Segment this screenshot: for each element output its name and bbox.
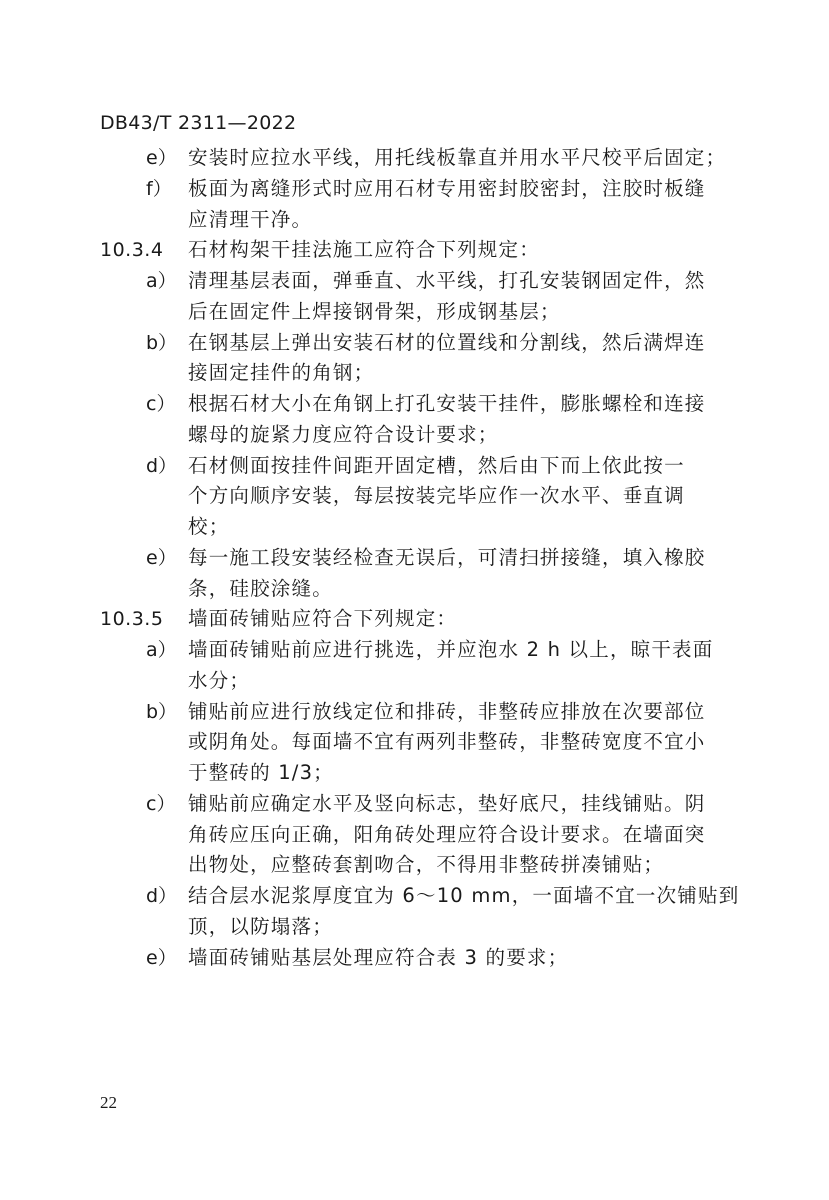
text-line: 墙面砖铺贴前应进行挑选，并应泡水 2 h 以上，晾干表面 — [188, 638, 714, 661]
text-line: 于整砖的 1/3； — [188, 761, 334, 784]
text-line: 墙面砖铺贴基层处理应符合表 3 的要求； — [188, 945, 569, 969]
text-line: 后在固定件上焊接钢骨架，形成钢基层； — [188, 299, 561, 323]
item-label: d） — [146, 885, 178, 907]
clause-number: 10.3.4 — [100, 239, 164, 262]
text-line: 顶，以防塌落； — [188, 914, 333, 938]
item-label: e） — [146, 946, 177, 969]
text-line: 铺贴前应进行放线定位和排砖，非整砖应排放在次要部位 — [188, 699, 706, 723]
text-line: 出物处，应整砖套割吻合，不得用非整砖拼凑铺贴； — [188, 853, 665, 877]
item-label: a） — [146, 639, 177, 661]
text-line: 墙面砖铺贴应符合下列规定： — [188, 607, 458, 631]
item-label: f） — [146, 177, 172, 200]
text-line: 或阴角处。每面墙不宜有两列非整砖，非整砖宽度不宜小 — [188, 730, 706, 754]
text-line: 板面为离缝形式时应用石材专用密封胶密封，注胶时板缝 — [188, 176, 706, 200]
text-line: 铺贴前应确定水平及竖向标志，垫好底尺，挂线铺贴。阴 — [188, 791, 706, 815]
item-label: b） — [146, 700, 178, 723]
text-line: 每一施工段安装经检查无误后，可清扫拼接缝，填入橡胶 — [188, 545, 706, 569]
text-line: 石材侧面按挂件间距开固定槽，然后由下而上依此按一 — [188, 453, 685, 477]
item-label: c） — [146, 792, 176, 815]
text-line: 结合层水泥浆厚度宜为 6～10 mm，一面墙不宜一次铺贴到 — [188, 884, 740, 907]
item-label: b） — [146, 331, 178, 354]
text-line: 根据石材大小在角钢上打孔安装干挂件，膨胀螺栓和连接 — [188, 392, 706, 415]
page-number: 22 — [100, 1093, 117, 1112]
text-line: 角砖应压向正确，阳角砖处理应符合设计要求。在墙面突 — [188, 822, 706, 846]
text-line: 个方向顺序安装，每层按装完毕应作一次水平、垂直调 — [188, 484, 685, 508]
item-label: e） — [146, 546, 177, 569]
text-line: 校； — [188, 515, 230, 538]
item-label: a） — [146, 270, 177, 292]
text-line: 应清理干净。 — [188, 207, 313, 231]
text-line: 接固定挂件的角钢； — [188, 361, 375, 385]
text-line: 清理基层表面，弹垂直、水平线，打孔安装钢固定件，然 — [188, 269, 706, 292]
clause-number: 10.3.5 — [100, 608, 164, 631]
text-line: 螺母的旋紧力度应符合设计要求； — [188, 422, 499, 446]
text-line: 条，硅胶涂缝。 — [188, 576, 333, 600]
item-label: d） — [146, 454, 178, 477]
item-label: e） — [146, 147, 177, 169]
item-label: c） — [146, 393, 176, 415]
text-line: 石材构架干挂法施工应符合下列规定： — [188, 238, 540, 262]
text-line: 安装时应拉水平线，用托线板靠直并用水平尺校平后固定； — [188, 146, 727, 169]
text-line: 在钢基层上弹出安装石材的位置线和分割线，然后满焊连 — [188, 330, 706, 354]
document-code: DB43/T 2311—2022 — [100, 112, 297, 134]
text-line: 水分； — [188, 668, 251, 692]
